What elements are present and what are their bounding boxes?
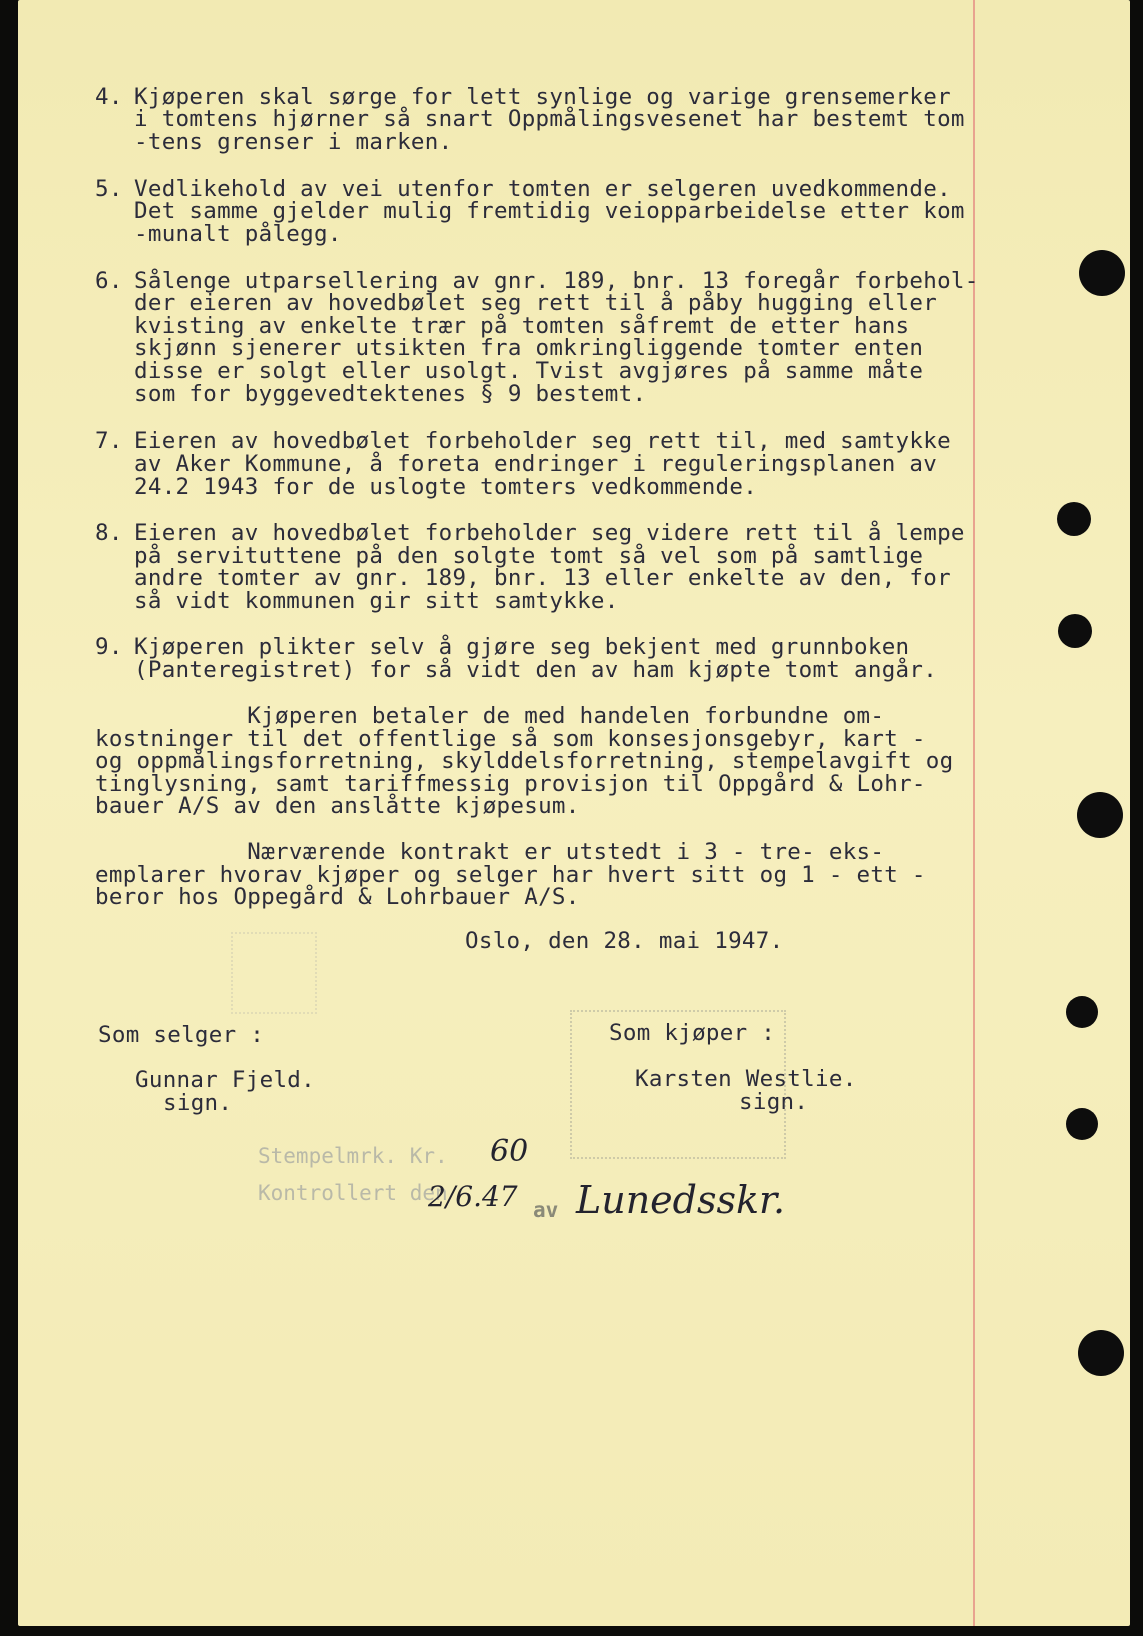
clause-6-line-4: skjønn sjenerer utsikten fra omkringliggende tomter enten xyxy=(134,335,924,361)
date-line: Oslo, den 28. mai 1947. xyxy=(465,928,784,954)
clause-8-line-4: så vidt kommunen gir sitt samtykke. xyxy=(134,588,619,614)
clause-6-number: 6. xyxy=(95,268,123,294)
copies-line-3: beror hos Oppegård & Lohrbauer A/S. xyxy=(95,884,580,910)
clause-6-line-6: som for byggevedtektenes § 9 bestemt. xyxy=(134,381,647,407)
copies-line-2: emplarer hvorav kjøper og selger har hvert sitt og 1 - ett - xyxy=(95,862,926,888)
clause-7-line-2: av Aker Kommune, å foreta endringer i reguleringsplanen av xyxy=(134,451,938,477)
clause-8-line-3: andre tomter av gnr. 189, bnr. 13 eller enkelte av den, for xyxy=(134,565,951,591)
clause-7-line-1: Eieren av hovedbølet forbeholder seg rett til, med samtykke xyxy=(134,428,951,454)
costs-line-1: Kjøperen betaler de med handelen forbundne om- xyxy=(95,703,885,729)
clause-4-line-2: i tomtens hjørner så snart Oppmålingsvesenet har bestemt tom xyxy=(134,106,965,132)
seller-label: Som selger : xyxy=(98,1022,265,1048)
clause-8-line-2: på servituttene på den solgte tomt så vel som på samtlige xyxy=(134,543,924,569)
costs-line-3: og oppmålingsforretning, skylddelsforretning, stempelavgift og xyxy=(95,748,954,774)
clause-4-line-1: Kjøperen skal sørge for lett synlige og varige grensemerker xyxy=(134,84,951,110)
seller-sign: sign. xyxy=(163,1090,233,1116)
clause-7-line-3: 24.2 1943 for de uslogte tomters vedkommende. xyxy=(134,474,758,500)
stamp-duty-amount: 60 xyxy=(490,1134,529,1169)
punch-hole-3 xyxy=(1058,614,1092,648)
faint-stamp-left xyxy=(231,932,317,1014)
stamp-duty-label: Stempelmrk. Kr. xyxy=(258,1144,448,1168)
clause-6-line-2: der eieren av hovedbølet seg rett til å påby hugging eller xyxy=(134,290,938,316)
clause-6-line-3: kvisting av enkelte trær på tomten såfremt de etter hans xyxy=(134,313,910,339)
clause-8-line-1: Eieren av hovedbølet forbeholder seg videre rett til å lempe xyxy=(134,520,965,546)
punch-hole-1 xyxy=(1079,250,1125,296)
punch-hole-4 xyxy=(1077,792,1123,838)
punch-hole-7 xyxy=(1078,1330,1124,1376)
clause-5-line-1: Vedlikehold av vei utenfor tomten er selgeren uvedkommende. xyxy=(134,176,951,202)
stamp-handwritten-signature: Lunedsskr. xyxy=(576,1178,786,1222)
punch-hole-5 xyxy=(1066,996,1098,1028)
clause-4-line-3: -tens grenser i marken. xyxy=(134,129,453,155)
clause-9-line-2: (Panteregistret) for så vidt den av ham kjøpte tomt angår. xyxy=(134,657,938,683)
clause-5-line-3: -munalt pålegg. xyxy=(134,221,342,247)
buyer-name: Karsten Westlie. xyxy=(635,1066,857,1092)
copies-line-1: Nærværende kontrakt er utstedt i 3 - tre- eks- xyxy=(95,839,885,865)
clause-5-line-2: Det samme gjelder mulig fremtidig veiopparbeidelse etter kom xyxy=(134,198,965,224)
clause-9-line-1: Kjøperen plikter selv å gjøre seg bekjent med grunnboken xyxy=(134,634,910,660)
punch-hole-6 xyxy=(1066,1108,1098,1140)
clause-8-number: 8. xyxy=(95,520,123,546)
buyer-label: Som kjøper : xyxy=(609,1020,776,1046)
stamp-checked-date: 2/6.47 xyxy=(428,1180,518,1213)
costs-line-4: tinglysning, samt tariffmessig provisjon til Oppgård & Lohr- xyxy=(95,771,926,797)
document-page xyxy=(18,0,1130,1626)
costs-line-2: kostninger til det offentlige så som konsesjonsgebyr, kart - xyxy=(95,726,926,752)
stamp-by-label: av xyxy=(533,1198,559,1222)
costs-line-5: bauer A/S av den anslåtte kjøpesum. xyxy=(95,793,580,819)
margin-line xyxy=(973,0,975,1626)
stamp-checked-label: Kontrollert den xyxy=(258,1181,448,1205)
clause-9-number: 9. xyxy=(95,634,123,660)
seller-name: Gunnar Fjeld. xyxy=(135,1067,315,1093)
clause-6-line-5: disse er solgt eller usolgt. Tvist avgjøres på samme måte xyxy=(134,358,924,384)
clause-5-number: 5. xyxy=(95,176,123,202)
clause-7-number: 7. xyxy=(95,428,123,454)
punch-hole-2 xyxy=(1057,502,1091,536)
buyer-sign: sign. xyxy=(739,1089,809,1115)
clause-4-number: 4. xyxy=(95,84,123,110)
clause-6-line-1: Sålenge utparsellering av gnr. 189, bnr. 13 foregår forbehol- xyxy=(134,268,979,294)
